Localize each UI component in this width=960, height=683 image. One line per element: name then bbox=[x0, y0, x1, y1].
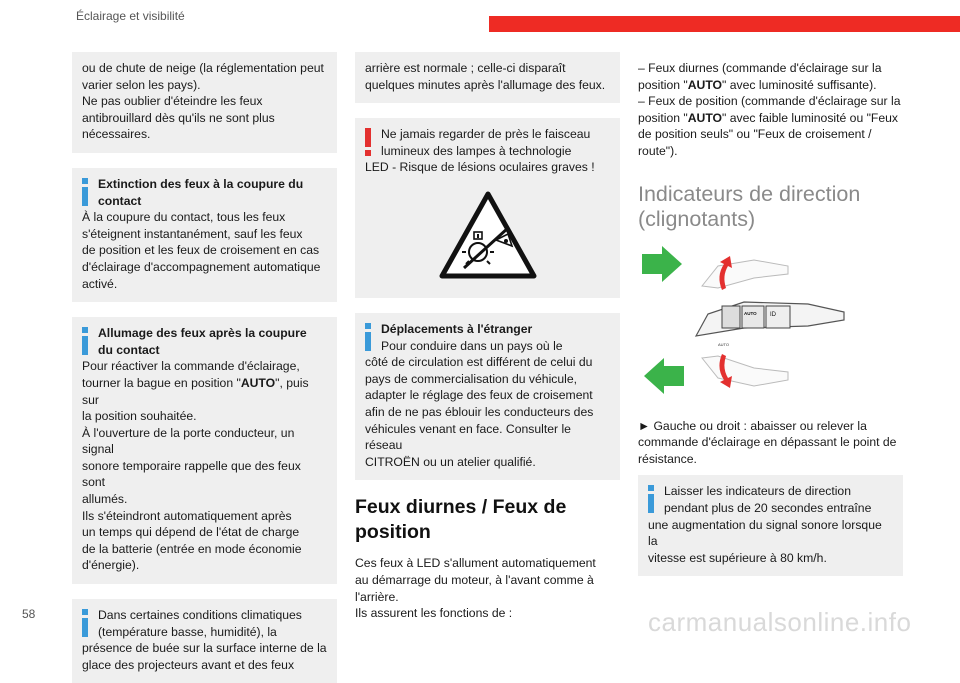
text-line: CITROËN ou un atelier qualifié. bbox=[365, 454, 536, 469]
text-line: l'arrière. bbox=[355, 589, 399, 604]
lighting-stalk-diagram bbox=[638, 246, 903, 404]
text-line: À l'ouverture de la porte conducteur, un signal bbox=[82, 425, 295, 457]
text-line: commande d'éclairage en dépassant le point de bbox=[638, 435, 897, 450]
text-line bbox=[82, 375, 327, 408]
info-icon bbox=[82, 178, 88, 206]
text-fragment: " avec luminosité suffisante). bbox=[722, 77, 877, 92]
box-fog-continued bbox=[355, 52, 620, 103]
text-line: ou de chute de neige (la réglementation peut bbox=[82, 61, 324, 75]
box-title: Allumage des feux après la coupure bbox=[98, 326, 307, 341]
text-line: s'éteignent instantanément, sauf les feux bbox=[82, 226, 303, 241]
warning-exclamation-icon bbox=[365, 128, 371, 156]
header-title: Éclairage et visibilité bbox=[76, 9, 185, 23]
text-line: glace des projecteurs avant et des feux bbox=[82, 657, 295, 672]
text-line: pays de commercialisation du véhicule, bbox=[365, 371, 578, 386]
list-item: de position seuls" ou "Feux de croisement / bbox=[638, 127, 872, 142]
box-title: contact bbox=[98, 193, 142, 208]
box-led-warning bbox=[355, 118, 620, 298]
text-line: sonore temporaire rappelle que des feux sont bbox=[82, 458, 301, 490]
text-line: au démarrage du moteur, à l'avant comme à bbox=[355, 572, 594, 587]
list-item bbox=[638, 110, 903, 127]
text-line: antibrouillard dès qu'ils ne sont plus bbox=[82, 110, 275, 125]
text-line: Ne pas oublier d'éteindre les feux bbox=[82, 94, 263, 109]
list-item: – Feux diurnes (commande d'éclairage sur la bbox=[638, 61, 882, 75]
text-line: Ils s'éteindront automatiquement après bbox=[82, 508, 292, 523]
section-title-feux-diurnes: Feux diurnes / Feux de position bbox=[355, 496, 567, 544]
text-line: ► Gauche ou droit : abaisser ou relever la bbox=[638, 418, 867, 433]
text-line: Laisser les indicateurs de direction bbox=[664, 484, 851, 499]
no-look-led-warning-figure bbox=[365, 176, 610, 288]
box-indicateurs-info bbox=[638, 475, 903, 576]
column-2 bbox=[355, 52, 620, 622]
text-line: Ne jamais regarder de près le faisceau bbox=[381, 127, 591, 142]
text-line: varier selon les pays). bbox=[82, 77, 201, 92]
paragraph-instruction bbox=[638, 418, 903, 468]
keyword-auto: AUTO bbox=[687, 77, 723, 92]
stalk-label-auto-2: AUTO bbox=[718, 341, 730, 347]
info-icon bbox=[82, 327, 88, 355]
box-allumage bbox=[72, 317, 337, 584]
info-icon bbox=[648, 485, 654, 513]
list-item bbox=[638, 77, 903, 94]
box-extinction bbox=[72, 168, 337, 302]
keyword-auto: AUTO bbox=[240, 375, 276, 390]
text-line: adapter le réglage des feux de croisement bbox=[365, 388, 593, 403]
box-title: Déplacements à l'étranger bbox=[381, 321, 533, 336]
page-number: 58 bbox=[22, 607, 36, 621]
column-1 bbox=[72, 52, 337, 683]
box-etranger bbox=[355, 313, 620, 480]
list-item: – Feux de position (commande d'éclairage sur la bbox=[638, 94, 901, 109]
text-line: Ces feux à LED s'allument automatiquement bbox=[355, 556, 596, 571]
text-line: un temps qui dépend de l'état de charge bbox=[82, 525, 300, 540]
text-line: vitesse est supérieure à 80 km/h. bbox=[648, 550, 827, 565]
list-functions bbox=[638, 60, 903, 160]
box-title: du contact bbox=[98, 342, 160, 357]
column-3 bbox=[638, 60, 903, 591]
text-line: d'éclairage d'accompagnement automatique bbox=[82, 259, 321, 274]
text-line: Pour conduire dans un pays où le bbox=[381, 338, 563, 353]
text-line: résistance. bbox=[638, 451, 697, 466]
info-icon bbox=[82, 609, 88, 637]
text-line: une augmentation du signal sonore lorsque la bbox=[648, 517, 882, 549]
text-line: lumineux des lampes à technologie bbox=[381, 143, 572, 158]
box-climat bbox=[72, 599, 337, 683]
no-look-led-warning-icon bbox=[438, 190, 538, 282]
text-line: quelques minutes après l'allumage des feux. bbox=[365, 77, 606, 92]
text-fragment: " avec faible luminosité ou "Feux bbox=[722, 110, 899, 125]
text-fragment: ", puis sur bbox=[82, 375, 309, 407]
text-line: activé. bbox=[82, 276, 118, 291]
text-line: À la coupure du contact, tous les feux bbox=[82, 210, 286, 225]
arrow-right-up-icon bbox=[642, 246, 682, 282]
header-accent-bar bbox=[489, 16, 960, 32]
box-fog-note bbox=[72, 52, 337, 153]
text-line: Pour réactiver la commande d'éclairage, bbox=[82, 359, 300, 374]
box-title: Extinction des feux à la coupure du bbox=[98, 176, 304, 191]
text-line: pendant plus de 20 secondes entraîne bbox=[664, 500, 872, 515]
text-line: Dans certaines conditions climatiques bbox=[98, 608, 302, 623]
text-line: véhicules venant en face. Consulter le réseau bbox=[365, 421, 571, 453]
text-line: côté de circulation est différent de celui du bbox=[365, 355, 593, 370]
text-line: afin de ne pas éblouir les conducteurs des bbox=[365, 404, 594, 419]
stalk-label-id: ID bbox=[770, 311, 776, 318]
text-line: allumés. bbox=[82, 492, 128, 507]
watermark: carmanualsonline.info bbox=[648, 607, 912, 637]
arrow-left-down-icon bbox=[644, 358, 684, 394]
text-fragment: position " bbox=[638, 110, 688, 125]
text-fragment: position " bbox=[638, 77, 688, 92]
text-line: présence de buée sur la surface interne de la bbox=[82, 641, 327, 656]
paragraph-feux-diurnes bbox=[355, 555, 620, 621]
text-line: LED - Risque de lésions oculaires graves ! bbox=[365, 160, 595, 175]
text-line: de la batterie (entrée en mode économie bbox=[82, 541, 302, 556]
text-line: (température basse, humidité), la bbox=[98, 624, 277, 639]
text-line: d'énergie). bbox=[82, 558, 140, 573]
text-fragment: tourner la bague en position " bbox=[82, 375, 241, 390]
keyword-auto: AUTO bbox=[687, 110, 723, 125]
text-line: de position et les feux de croisement en cas bbox=[82, 243, 320, 258]
section-title-indicateurs: Indicateurs de direction (clignotants) bbox=[638, 181, 861, 231]
text-line: nécessaires. bbox=[82, 127, 151, 142]
text-line: Ils assurent les fonctions de : bbox=[355, 606, 513, 621]
list-item: route"). bbox=[638, 143, 678, 158]
text-line: arrière est normale ; celle-ci disparaît bbox=[365, 61, 566, 75]
text-line: la position souhaitée. bbox=[82, 409, 197, 424]
info-icon bbox=[365, 323, 371, 351]
stalk-label-auto: AUTO bbox=[744, 310, 757, 316]
